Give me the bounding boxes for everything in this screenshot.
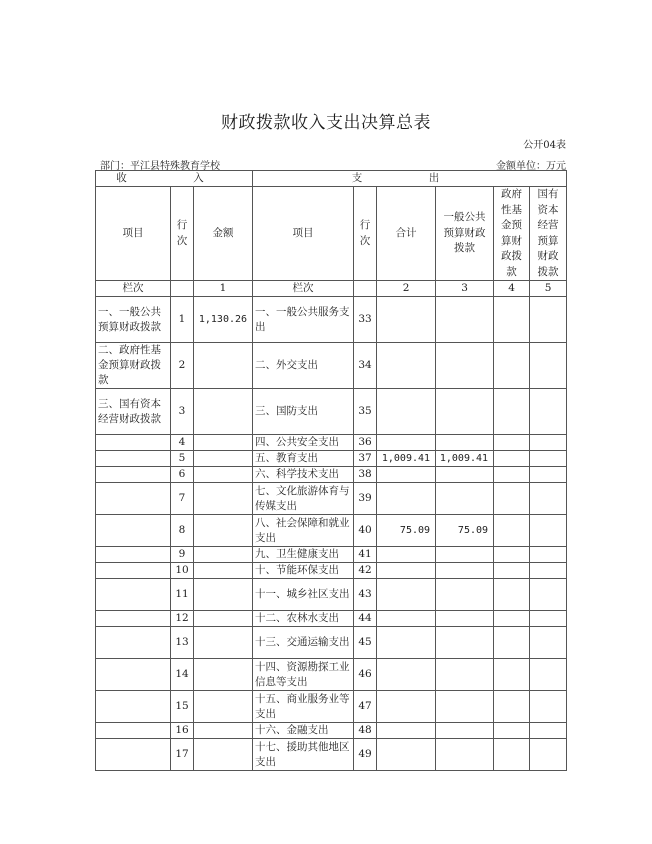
cell-state-capital bbox=[530, 547, 567, 563]
colnum-state-capital: 5 bbox=[530, 281, 567, 297]
table-row bbox=[96, 579, 567, 611]
table-row bbox=[96, 563, 567, 579]
cell-expense-item: 十、节能环保支出 bbox=[253, 563, 354, 579]
cell-state-capital bbox=[530, 343, 567, 389]
table-row bbox=[96, 627, 567, 659]
cell-general-budget: 1,009.41 bbox=[436, 451, 494, 467]
cell-total bbox=[377, 435, 436, 451]
cell-general-budget bbox=[436, 739, 494, 771]
cell-state-capital bbox=[530, 515, 567, 547]
cell-general-budget bbox=[436, 467, 494, 483]
colnum-income-line bbox=[171, 281, 194, 297]
cell-income-item bbox=[96, 483, 171, 515]
budget-summary-table bbox=[95, 170, 567, 771]
cell-gov-fund bbox=[494, 659, 530, 691]
cell-state-capital bbox=[530, 691, 567, 723]
cell-income-line: 15 bbox=[171, 691, 194, 723]
cell-state-capital bbox=[530, 451, 567, 467]
cell-gov-fund bbox=[494, 483, 530, 515]
cell-expense-line: 42 bbox=[354, 563, 377, 579]
cell-income-item bbox=[96, 515, 171, 547]
cell-expense-line: 38 bbox=[354, 467, 377, 483]
table-row bbox=[96, 611, 567, 627]
header-state-capital: 国有资本经营预算财政拨款 bbox=[530, 187, 567, 281]
cell-income-amount: 1,130.26 bbox=[194, 297, 253, 343]
cell-income-amount bbox=[194, 483, 253, 515]
cell-expense-item: 十二、农林水支出 bbox=[253, 611, 354, 627]
cell-income-amount bbox=[194, 389, 253, 435]
cell-state-capital bbox=[530, 483, 567, 515]
cell-expense-item: 二、外交支出 bbox=[253, 343, 354, 389]
cell-general-budget bbox=[436, 389, 494, 435]
cell-income-item bbox=[96, 451, 171, 467]
table-row bbox=[96, 723, 567, 739]
cell-income-amount bbox=[194, 451, 253, 467]
cell-income-amount bbox=[194, 515, 253, 547]
table-row bbox=[96, 483, 567, 515]
column-header-row bbox=[96, 187, 567, 281]
cell-income-item bbox=[96, 659, 171, 691]
cell-income-amount bbox=[194, 739, 253, 771]
cell-state-capital bbox=[530, 563, 567, 579]
header-total: 合计 bbox=[377, 187, 436, 281]
cell-income-amount bbox=[194, 435, 253, 451]
cell-total bbox=[377, 297, 436, 343]
header-general-budget: 一般公共预算财政拨款 bbox=[436, 187, 494, 281]
cell-income-amount bbox=[194, 343, 253, 389]
cell-gov-fund bbox=[494, 723, 530, 739]
cell-total bbox=[377, 579, 436, 611]
cell-gov-fund bbox=[494, 467, 530, 483]
cell-general-budget bbox=[436, 659, 494, 691]
cell-state-capital bbox=[530, 435, 567, 451]
cell-expense-line: 47 bbox=[354, 691, 377, 723]
cell-income-item bbox=[96, 563, 171, 579]
expense-section-header: 支 出 bbox=[253, 171, 567, 187]
cell-income-item bbox=[96, 547, 171, 563]
cell-gov-fund bbox=[494, 343, 530, 389]
cell-state-capital bbox=[530, 389, 567, 435]
cell-expense-line: 43 bbox=[354, 579, 377, 611]
cell-general-budget bbox=[436, 343, 494, 389]
colnum-income-amount: 1 bbox=[194, 281, 253, 297]
table-row bbox=[96, 389, 567, 435]
cell-income-item: 一、一般公共预算财政拨款 bbox=[96, 297, 171, 343]
cell-general-budget bbox=[436, 723, 494, 739]
cell-expense-item: 九、卫生健康支出 bbox=[253, 547, 354, 563]
cell-general-budget bbox=[436, 611, 494, 627]
cell-income-item bbox=[96, 435, 171, 451]
colnum-expense-label: 栏次 bbox=[253, 281, 354, 297]
table-row bbox=[96, 451, 567, 467]
cell-income-line: 14 bbox=[171, 659, 194, 691]
cell-gov-fund bbox=[494, 579, 530, 611]
cell-income-line: 3 bbox=[171, 389, 194, 435]
table-row bbox=[96, 659, 567, 691]
colnum-gov-fund: 4 bbox=[494, 281, 530, 297]
cell-expense-line: 48 bbox=[354, 723, 377, 739]
cell-state-capital bbox=[530, 297, 567, 343]
table-row bbox=[96, 547, 567, 563]
cell-total: 75.09 bbox=[377, 515, 436, 547]
cell-expense-item: 八、社会保障和就业支出 bbox=[253, 515, 354, 547]
cell-expense-item: 十四、资源勘探工业信息等支出 bbox=[253, 659, 354, 691]
cell-income-amount bbox=[194, 627, 253, 659]
cell-state-capital bbox=[530, 579, 567, 611]
cell-total bbox=[377, 483, 436, 515]
header-income-amount: 金额 bbox=[194, 187, 253, 281]
table-row bbox=[96, 515, 567, 547]
cell-general-budget bbox=[436, 297, 494, 343]
document-title: 财政拨款收入支出决算总表 bbox=[221, 113, 431, 133]
cell-gov-fund bbox=[494, 435, 530, 451]
cell-expense-line: 40 bbox=[354, 515, 377, 547]
form-number: 公开04表 bbox=[523, 140, 566, 151]
cell-income-amount bbox=[194, 563, 253, 579]
header-expense-line: 行次 bbox=[354, 187, 377, 281]
table-row bbox=[96, 435, 567, 451]
cell-general-budget bbox=[436, 691, 494, 723]
cell-total bbox=[377, 547, 436, 563]
cell-gov-fund bbox=[494, 547, 530, 563]
cell-expense-line: 34 bbox=[354, 343, 377, 389]
cell-income-item bbox=[96, 691, 171, 723]
cell-general-budget bbox=[436, 627, 494, 659]
cell-expense-item: 五、教育支出 bbox=[253, 451, 354, 467]
cell-expense-item: 十三、交通运输支出 bbox=[253, 627, 354, 659]
cell-expense-line: 44 bbox=[354, 611, 377, 627]
header-expense-item: 项目 bbox=[253, 187, 354, 281]
cell-gov-fund bbox=[494, 451, 530, 467]
cell-total bbox=[377, 467, 436, 483]
cell-income-item bbox=[96, 627, 171, 659]
cell-total bbox=[377, 723, 436, 739]
cell-expense-line: 39 bbox=[354, 483, 377, 515]
cell-gov-fund bbox=[494, 739, 530, 771]
cell-income-amount bbox=[194, 611, 253, 627]
cell-income-line: 10 bbox=[171, 563, 194, 579]
cell-general-budget bbox=[436, 483, 494, 515]
cell-total bbox=[377, 343, 436, 389]
cell-income-line: 4 bbox=[171, 435, 194, 451]
department-label: 部门：平江县特殊教育学校 bbox=[100, 161, 220, 172]
cell-general-budget bbox=[436, 547, 494, 563]
income-section-header: 收 入 bbox=[96, 171, 253, 187]
cell-general-budget bbox=[436, 435, 494, 451]
cell-income-line: 17 bbox=[171, 739, 194, 771]
cell-income-line: 8 bbox=[171, 515, 194, 547]
cell-total bbox=[377, 659, 436, 691]
cell-income-item bbox=[96, 739, 171, 771]
cell-income-line: 12 bbox=[171, 611, 194, 627]
cell-state-capital bbox=[530, 723, 567, 739]
cell-income-item bbox=[96, 611, 171, 627]
cell-expense-line: 36 bbox=[354, 435, 377, 451]
cell-total bbox=[377, 563, 436, 579]
unit-label: 金额单位：万元 bbox=[496, 161, 566, 172]
section-header-row bbox=[96, 171, 567, 187]
cell-general-budget bbox=[436, 563, 494, 579]
cell-total bbox=[377, 389, 436, 435]
cell-income-amount bbox=[194, 579, 253, 611]
cell-gov-fund bbox=[494, 627, 530, 659]
header-income-line: 行次 bbox=[171, 187, 194, 281]
table-row bbox=[96, 739, 567, 771]
colnum-total: 2 bbox=[377, 281, 436, 297]
colnum-income-label: 栏次 bbox=[96, 281, 171, 297]
cell-expense-item: 十一、城乡社区支出 bbox=[253, 579, 354, 611]
cell-expense-item: 十六、金融支出 bbox=[253, 723, 354, 739]
cell-total: 1,009.41 bbox=[377, 451, 436, 467]
cell-expense-item: 三、国防支出 bbox=[253, 389, 354, 435]
cell-income-line: 7 bbox=[171, 483, 194, 515]
cell-gov-fund bbox=[494, 563, 530, 579]
cell-gov-fund bbox=[494, 389, 530, 435]
cell-expense-line: 35 bbox=[354, 389, 377, 435]
cell-expense-line: 37 bbox=[354, 451, 377, 467]
cell-general-budget: 75.09 bbox=[436, 515, 494, 547]
header-gov-fund: 政府性基金预算财政拨款 bbox=[494, 187, 530, 281]
cell-total bbox=[377, 739, 436, 771]
cell-expense-item: 六、科学技术支出 bbox=[253, 467, 354, 483]
colnum-general: 3 bbox=[436, 281, 494, 297]
cell-income-line: 9 bbox=[171, 547, 194, 563]
column-number-row bbox=[96, 281, 567, 297]
cell-income-line: 11 bbox=[171, 579, 194, 611]
cell-income-item: 三、国有资本经营财政拨款 bbox=[96, 389, 171, 435]
cell-state-capital bbox=[530, 611, 567, 627]
cell-total bbox=[377, 627, 436, 659]
table-row bbox=[96, 297, 567, 343]
cell-income-line: 2 bbox=[171, 343, 194, 389]
cell-income-item bbox=[96, 467, 171, 483]
cell-expense-item: 四、公共安全支出 bbox=[253, 435, 354, 451]
cell-state-capital bbox=[530, 467, 567, 483]
cell-total bbox=[377, 611, 436, 627]
cell-income-line: 5 bbox=[171, 451, 194, 467]
cell-income-amount bbox=[194, 723, 253, 739]
cell-income-amount bbox=[194, 467, 253, 483]
cell-income-line: 13 bbox=[171, 627, 194, 659]
table-row bbox=[96, 343, 567, 389]
cell-gov-fund bbox=[494, 691, 530, 723]
cell-expense-item: 七、文化旅游体育与传媒支出 bbox=[253, 483, 354, 515]
cell-expense-line: 46 bbox=[354, 659, 377, 691]
cell-expense-line: 41 bbox=[354, 547, 377, 563]
cell-income-line: 6 bbox=[171, 467, 194, 483]
colnum-expense-line bbox=[354, 281, 377, 297]
cell-income-item: 二、政府性基金预算财政拨款 bbox=[96, 343, 171, 389]
table-row bbox=[96, 691, 567, 723]
cell-gov-fund bbox=[494, 297, 530, 343]
cell-income-amount bbox=[194, 691, 253, 723]
header-income-item: 项目 bbox=[96, 187, 171, 281]
cell-total bbox=[377, 691, 436, 723]
cell-income-item bbox=[96, 723, 171, 739]
cell-state-capital bbox=[530, 627, 567, 659]
cell-state-capital bbox=[530, 659, 567, 691]
cell-expense-line: 33 bbox=[354, 297, 377, 343]
cell-gov-fund bbox=[494, 515, 530, 547]
cell-expense-item: 十五、商业服务业等支出 bbox=[253, 691, 354, 723]
table-row bbox=[96, 467, 567, 483]
cell-income-amount bbox=[194, 659, 253, 691]
cell-gov-fund bbox=[494, 611, 530, 627]
cell-income-item bbox=[96, 579, 171, 611]
cell-expense-item: 十七、援助其他地区支出 bbox=[253, 739, 354, 771]
cell-expense-line: 49 bbox=[354, 739, 377, 771]
cell-income-amount bbox=[194, 547, 253, 563]
cell-state-capital bbox=[530, 739, 567, 771]
cell-income-line: 16 bbox=[171, 723, 194, 739]
cell-general-budget bbox=[436, 579, 494, 611]
cell-expense-line: 45 bbox=[354, 627, 377, 659]
cell-income-line: 1 bbox=[171, 297, 194, 343]
cell-expense-item: 一、一般公共服务支出 bbox=[253, 297, 354, 343]
